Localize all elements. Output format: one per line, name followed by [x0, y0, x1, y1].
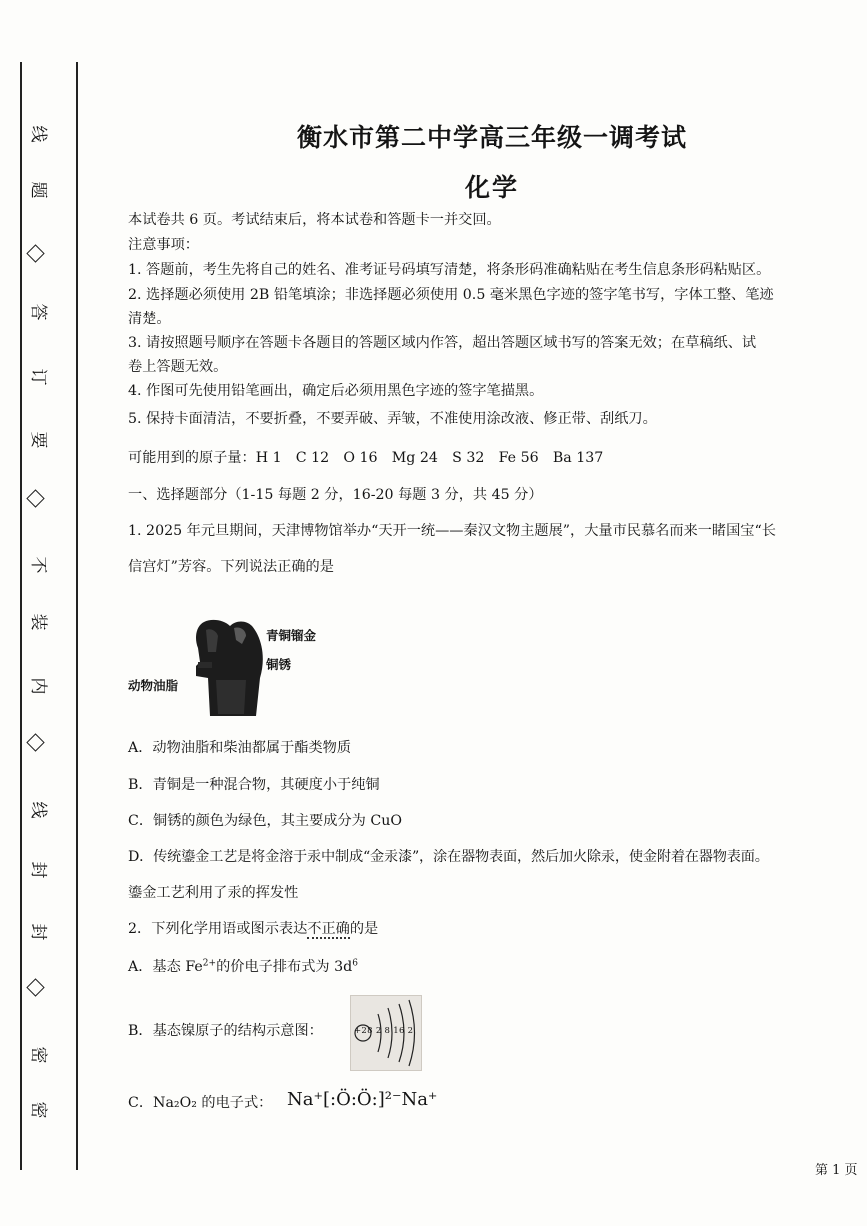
- q2-stem-emphasis: 不正确: [307, 921, 350, 937]
- q2-stem-post: 的是: [349, 921, 379, 937]
- notice-item-cont: 清楚。: [128, 311, 171, 327]
- binding-char: 线: [28, 125, 48, 143]
- q2-option-a: [128, 957, 358, 977]
- binding-char: 内: [28, 677, 48, 695]
- q2-option-c: [128, 1093, 272, 1113]
- label-copper-rust: 铜锈: [266, 657, 292, 672]
- binding-char: 封: [28, 861, 48, 879]
- notice-item: 2. 选择题必须使用 2B 铅笔填涂；非选择题必须使用 0.5 毫米黑色字迹的签字笔书写，字体工整、笔迹: [128, 287, 774, 303]
- binding-char: 答: [28, 303, 48, 321]
- binding-char: 线: [28, 801, 48, 819]
- exam-title: 衡水市第二中学高三年级一调考试: [296, 123, 687, 152]
- binding-char: 装: [28, 613, 48, 631]
- q1-option-c: C．铜锈的颜色为绿色，其主要成分为 CuO: [128, 813, 402, 829]
- q1-option-a: A．动物油脂和柴油都属于酯类物质: [128, 740, 352, 756]
- q1-stem-cont: 信宫灯”芳容。下列说法正确的是: [128, 559, 334, 575]
- lamp-figure: [126, 618, 366, 718]
- binding-char: 订: [28, 368, 48, 386]
- q1-stem: 1. 2025 年元旦期间，天津博物馆举办“天开一统——秦汉文物主题展”，大量市民慕名而来一睹国宝“长: [128, 523, 776, 539]
- q2-a-mid: 的价电子排布式为 3d: [216, 959, 353, 975]
- label-animal-fat: 动物油脂: [128, 678, 179, 693]
- q2-a-pre: A．基态 Fe: [128, 959, 203, 975]
- binding-char: 密: [28, 1101, 48, 1119]
- palace-lamp-image: [186, 618, 266, 718]
- q1-option-d-cont: 鎏金工艺利用了汞的挥发性: [128, 885, 299, 901]
- binding-diamond-icon: [26, 244, 44, 262]
- section-heading: 一、选择题部分（1-15 每题 2 分，16-20 每题 3 分，共 45 分）: [128, 487, 543, 503]
- q2-stem-pre: 2．下列化学用语或图示表达: [128, 921, 308, 937]
- binding-char: 密: [28, 1046, 48, 1064]
- notice-item: 3. 请按照题号顺序在答题卡各题目的答题区域内作答，超出答题区域书写的答案无效；在草稿纸、试: [128, 335, 757, 351]
- notice-item: 4. 作图可先使用铅笔画出，确定后必须用黑色字迹的签字笔描黑。: [128, 383, 544, 399]
- notice-item: 1. 答题前，考生先将自己的姓名、准考证号码填写清楚，将条形码准确粘贴在考生信息条形码粘贴区。: [128, 262, 771, 278]
- atom-shells-text: +28 2 8 16 2: [354, 1026, 414, 1036]
- notice-item-cont: 卷上答题无效。: [128, 359, 228, 375]
- binding-diamond-icon: [26, 978, 44, 996]
- notice-heading: 注意事项：: [128, 237, 199, 253]
- nickel-atom-diagram: [350, 995, 422, 1071]
- atomic-masses: 可能用到的原子量：H 1 C 12 O 16 Mg 24 S 32 Fe 56 Ba 137: [128, 450, 604, 466]
- binding-diamond-icon: [26, 733, 44, 751]
- q2-stem: [128, 919, 378, 939]
- q2-c-pre: C．: [128, 1095, 154, 1111]
- intro-line: 本试卷共 6 页。考试结束后，将本试卷和答题卡一并交回。: [128, 212, 501, 228]
- binding-char: 不: [28, 556, 48, 574]
- subject-title: 化学: [464, 173, 519, 202]
- notice-item: 5. 保持卡面清洁，不要折叠，不要弄破、弄皱，不准使用涂改液、修正带、刮纸刀。: [128, 411, 657, 427]
- binding-line-outer: [20, 62, 22, 1170]
- q2-option-b: B．基态镍原子的结构示意图：: [128, 1023, 323, 1039]
- binding-char: 题: [28, 181, 48, 199]
- q2-c-label: Na₂O₂ 的电子式：: [153, 1095, 273, 1111]
- page-number: 第 1 页: [815, 1163, 858, 1178]
- binding-diamond-icon: [26, 489, 44, 507]
- q2-a-exponent: 6: [352, 958, 358, 969]
- q2-a-charge: 2+: [202, 958, 217, 969]
- sodium-peroxide-formula: Na⁺[:Ö:Ö:]²⁻Na⁺: [287, 1089, 438, 1110]
- binding-char: 封: [28, 923, 48, 941]
- q1-option-b: B．青铜是一种混合物，其硬度小于纯铜: [128, 777, 380, 793]
- binding-margin: [0, 0, 100, 1226]
- binding-char: 要: [28, 431, 48, 449]
- q1-option-d: D．传统鎏金工艺是将金溶于汞中制成“金汞漆”，涂在器物表面，然后加火除汞，使金附着在器物表面。: [128, 849, 769, 865]
- label-bronze-gilt: 青铜镏金: [266, 628, 317, 643]
- binding-line-inner: [76, 62, 78, 1170]
